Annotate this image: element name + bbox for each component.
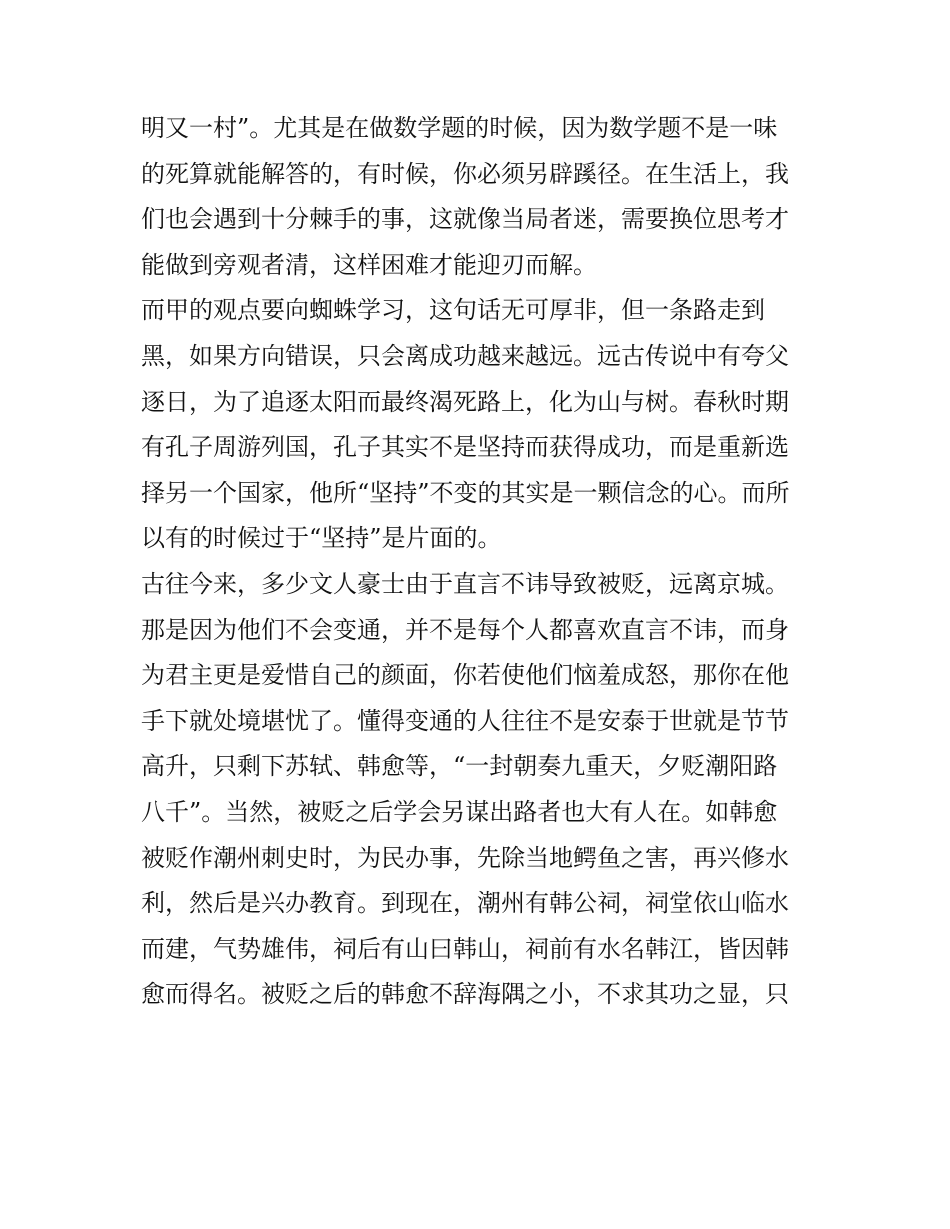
text-line: 愈而得名。被贬之后的韩愈不辞海隅之小，不求其功之显，只 [141, 980, 789, 1009]
text-line: 黑，如果方向错误，只会离成功越来越远。远古传说中有夸父 [141, 341, 789, 370]
text-line: 明又一村”。尤其是在做数学题的时候，因为数学题不是一味 [141, 114, 778, 142]
text-line: 古往今来，多少文人豪士由于直言不讳导致被贬，远离京城。 [141, 569, 789, 598]
text-line: 的死算就能解答的，有时候，你必须另辟蹊径。在生活上，我 [141, 159, 789, 188]
text-line: 高升，只剩下苏轼、韩愈等，“一封朝奏九重天，夕贬潮阳路 [141, 752, 778, 781]
text-line: 利，然后是兴办教育。到现在，潮州有韩公祠，祠堂依山临水 [141, 889, 789, 918]
text-line: 逐日，为了追逐太阳而最终渴死路上，化为山与树。春秋时期 [141, 387, 789, 416]
text-line: 们也会遇到十分棘手的事，这就像当局者迷，需要换位思考才 [141, 205, 789, 234]
text-line: 择另一个国家，他所“坚持”不变的其实是一颗信念的心。而所 [141, 478, 790, 507]
text-line: 被贬作潮州刺史时，为民办事，先除当地鳄鱼之害，再兴修水 [141, 843, 789, 872]
body-text [141, 106, 821, 1018]
text-line: 手下就处境堪忧了。懂得变通的人往往不是安泰于世就是节节 [141, 706, 789, 735]
text-line: 有孔子周游列国，孔子其实不是坚持而获得成功，而是重新选 [141, 433, 789, 462]
text-line: 而甲的观点要向蜘蛛学习，这句话无可厚非，但一条路走到 [141, 296, 765, 325]
text-line: 能做到旁观者清，这样困难才能迎刃而解。 [141, 250, 597, 279]
text-line: 八千”。当然，被贬之后学会另谋出路者也大有人在。如韩愈 [141, 797, 778, 826]
text-line: 以有的时候过于“坚持”是片面的。 [141, 524, 502, 553]
text-line: 那是因为他们不会变通，并不是每个人都喜欢直言不讳，而身 [141, 615, 789, 644]
text-line: 而建，气势雄伟，祠后有山曰韩山，祠前有水名韩江，皆因韩 [141, 934, 789, 963]
text-line: 为君主更是爱惜自己的颜面，你若使他们恼羞成怒，那你在他 [141, 661, 789, 690]
